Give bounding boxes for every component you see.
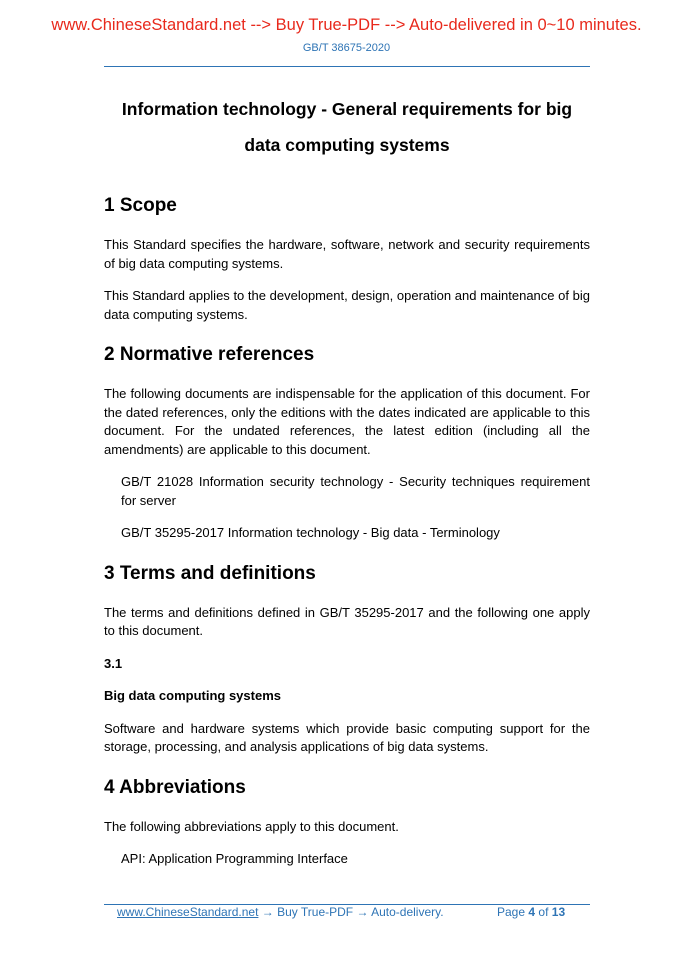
page-footer [117, 905, 587, 919]
title-line-1: Information technology - General requirements for big [121, 99, 573, 119]
term-name: Big data computing systems [104, 688, 281, 703]
document-body [104, 193, 590, 869]
scope-paragraph-1: This Standard specifies the hardware, software, network and security requirements of big data computing systems. [104, 237, 590, 271]
section-heading-terms-definitions: 3 Terms and definitions [104, 562, 316, 584]
page-of-label: of [538, 905, 549, 919]
page-current: 4 [528, 905, 536, 919]
section-heading-abbreviations: 4 Abbreviations [104, 776, 246, 798]
section-heading-normative-references: 2 Normative references [104, 344, 315, 365]
footer-site-link[interactable]: www.ChineseStandard.net [117, 905, 259, 919]
abbreviations-paragraph: The following abbreviations apply to this document. [104, 818, 399, 834]
document-title [104, 91, 590, 163]
title-line-2: data computing systems [244, 135, 450, 155]
document-code: GB/T 38675-2020 [302, 42, 391, 54]
header-divider [104, 66, 590, 67]
abbreviation-item: API: Application Programming Interface [121, 851, 348, 866]
normative-paragraph: The following documents are indispensable for the application of this document. For the dated references, only the editions with the dates indicated are applicable to this document. For the undated references, the latest edition (including all the amendments) are applicable to this document. [104, 386, 590, 457]
term-number: 3.1 [104, 655, 123, 671]
promo-banner[interactable]: www.ChineseStandard.net --> Buy True-PDF --> Auto-delivered in 0~10 minutes. [51, 16, 642, 34]
terms-paragraph: The terms and definitions defined in GB/T 35295-2017 and the following one apply to this document. [104, 604, 590, 638]
term-definition: Software and hardware systems which provide basic computing support for the storage, processing, and analysis applications of big data systems. [104, 720, 590, 754]
page-label: Page [497, 905, 526, 919]
reference-item: GB/T 21028 Information security technology - Security techniques requirement for server [121, 474, 590, 508]
footer-tagline: → Buy True-PDF → Auto-delivery. [258, 905, 444, 919]
page-indicator [497, 905, 565, 919]
section-heading-scope: 1 Scope [104, 195, 177, 216]
scope-paragraph-2: This Standard applies to the development, design, operation and maintenance of big data computing systems. [104, 288, 590, 322]
page-total: 13 [551, 905, 566, 919]
reference-item: GB/T 35295-2017 Information technology - Big data - Terminology [121, 525, 500, 540]
